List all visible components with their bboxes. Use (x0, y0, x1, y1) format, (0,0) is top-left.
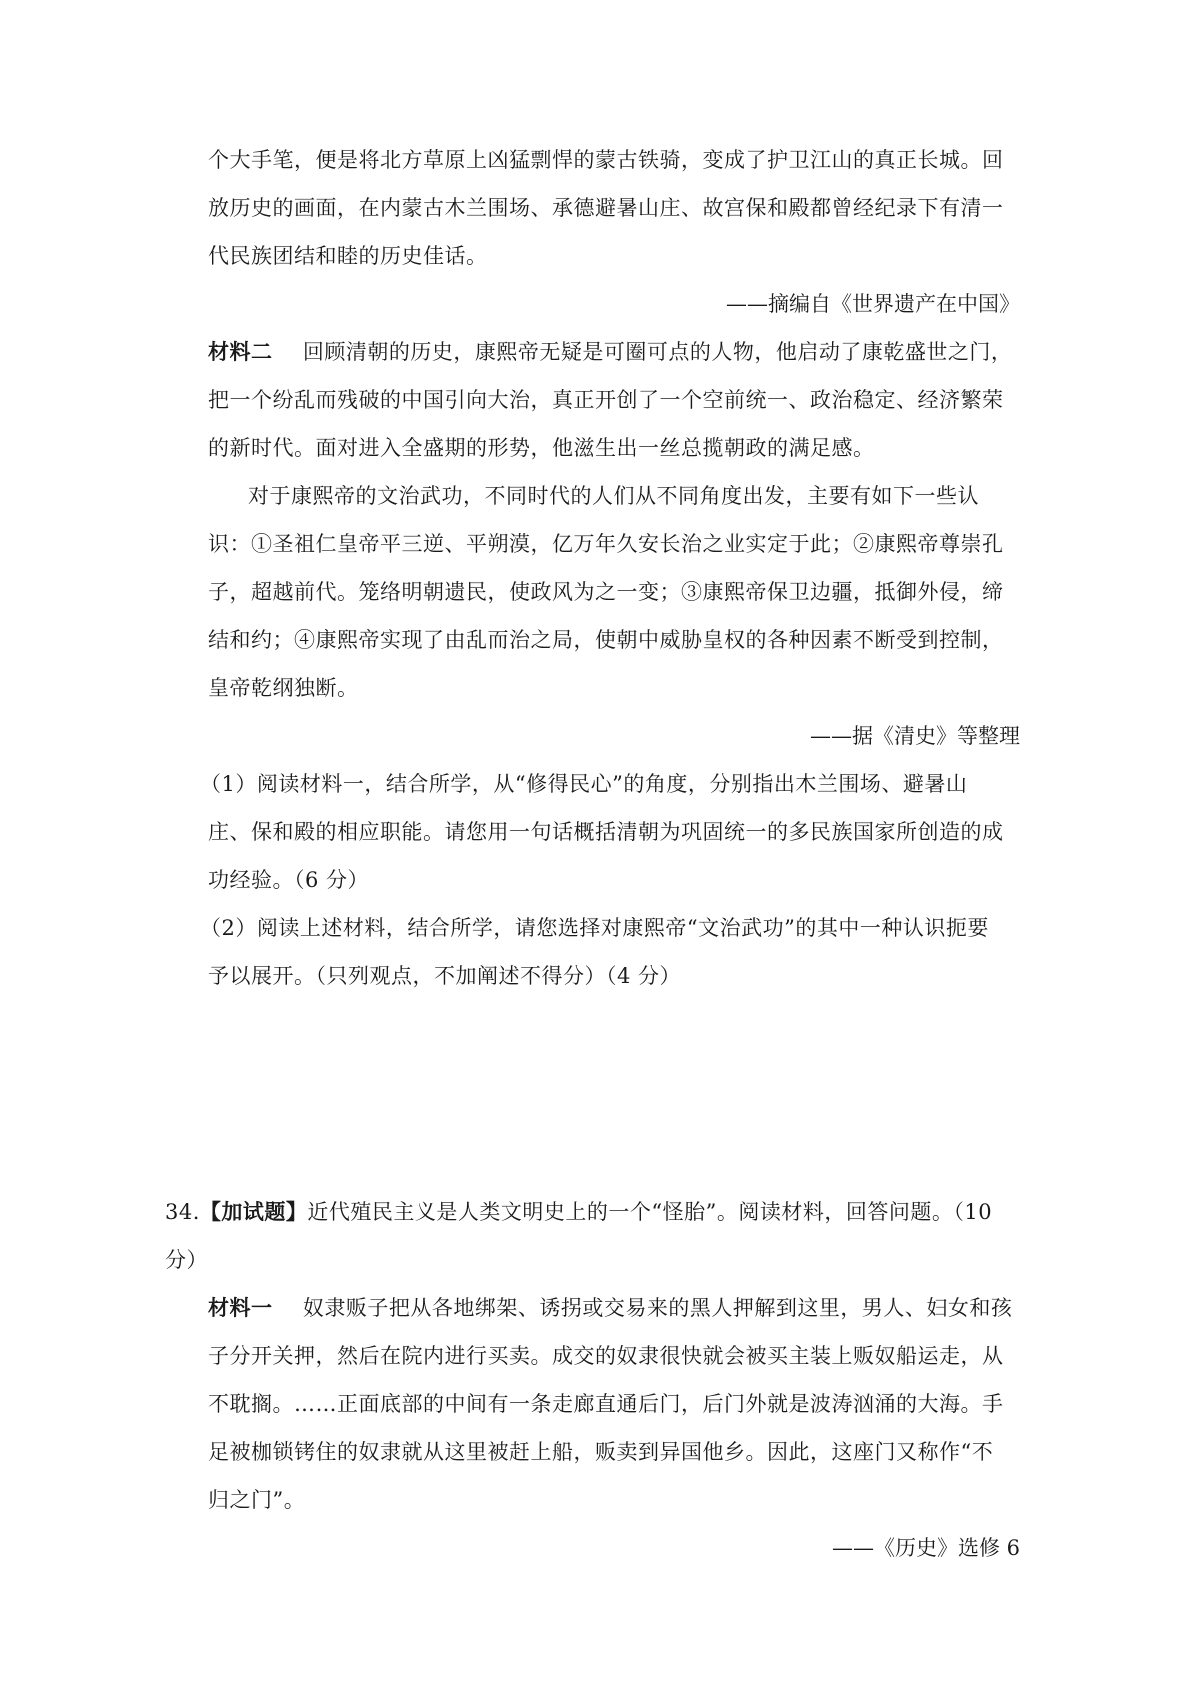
q34-tag: 【加试题】 (199, 1200, 308, 1224)
material1-line-1: 个大手笔，便是将北方草原上凶猛剽悍的蒙古铁骑，变成了护卫江山的真正长城。回 (208, 148, 1004, 172)
question-2-line-2: 予以展开。（只列观点，不加阐述不得分）（4 分） (208, 964, 682, 988)
material2-para2-line-4: 结和约；④康熙帝实现了由乱而治之局，使朝中威胁皇权的各种因素不断受到控制， (208, 628, 1004, 652)
material2-para2-line-5: 皇帝乾纲独断。 (208, 676, 359, 700)
q34-material1-source: ——《历史》选修 6 (831, 1536, 1020, 1560)
q34-line-1 (165, 1199, 992, 1225)
q34-intro: 近代殖民主义是人类文明史上的一个“怪胎”。阅读材料，回答问题。（10 (307, 1200, 993, 1224)
material2-para2-line-3: 子，超越前代。笼络明朝遗民，使政风为之一变；③康熙帝保卫边疆，抵御外侵，缔 (208, 580, 1004, 604)
question-1-line-1: （1）阅读材料一，结合所学，从“修得民心”的角度，分别指出木兰围场、避暑山 (200, 772, 968, 796)
q34-material1-line-1: 奴隶贩子把从各地绑架、诱拐或交易来的黑人押解到这里，男人、妇女和孩 (302, 1296, 1013, 1320)
q34-material1-line-4: 足被枷锁铐住的奴隶就从这里被赶上船，贩卖到异国他乡。因此，这座门又称作“不 (208, 1440, 994, 1464)
material2-line-1: 回顾清朝的历史，康熙帝无疑是可圈可点的人物，他启动了康乾盛世之门， (302, 340, 1013, 364)
question-1-line-3: 功经验。（6 分） (208, 868, 370, 892)
q34-number: 34. (165, 1200, 200, 1224)
material1-line-3: 代民族团结和睦的历史佳话。 (208, 244, 488, 268)
material2-label: 材料二 (208, 340, 273, 364)
material2-line-2: 把一个纷乱而残破的中国引向大治，真正开创了一个空前统一、政治稳定、经济繁荣 (208, 388, 1004, 412)
q34-material1-label: 材料一 (208, 1296, 273, 1320)
q34-material1-line-3: 不耽搁。……正面底部的中间有一条走廊直通后门，后门外就是波涛汹涌的大海。手 (208, 1392, 1004, 1416)
question-1-line-2: 庄、保和殿的相应职能。请您用一句话概括清朝为巩固统一的多民族国家所创造的成 (208, 820, 1004, 844)
question-2-line-1: （2）阅读上述材料，结合所学，请您选择对康熙帝“文治武功”的其中一种认识扼要 (200, 916, 989, 940)
material2-para2-line-1: 对于康熙帝的文治武功，不同时代的人们从不同角度出发，主要有如下一些认 (248, 484, 979, 508)
material2-para2-line-2: 识：①圣祖仁皇帝平三逆、平朔漠，亿万年久安长治之业实定于此；②康熙帝尊崇孔 (208, 532, 1004, 556)
q34-material1-first-line (208, 1295, 1012, 1321)
material2-line-3: 的新时代。面对进入全盛期的形势，他滋生出一丝总揽朝政的满足感。 (208, 436, 875, 460)
material2-first-line (208, 339, 1012, 365)
material1-source: ——摘编自《世界遗产在中国》 (726, 292, 1020, 316)
q34-line-2: 分） (165, 1248, 208, 1272)
material1-line-2: 放历史的画面，在内蒙古木兰围场、承德避暑山庄、故宫保和殿都曾经纪录下有清一 (208, 196, 1004, 220)
q34-material1-line-2: 子分开关押，然后在院内进行买卖。成交的奴隶很快就会被买主装上贩奴船运走，从 (208, 1344, 1004, 1368)
q34-material1-line-5: 归之门”。 (208, 1488, 306, 1512)
material2-source: ——据《清史》等整理 (810, 724, 1020, 748)
